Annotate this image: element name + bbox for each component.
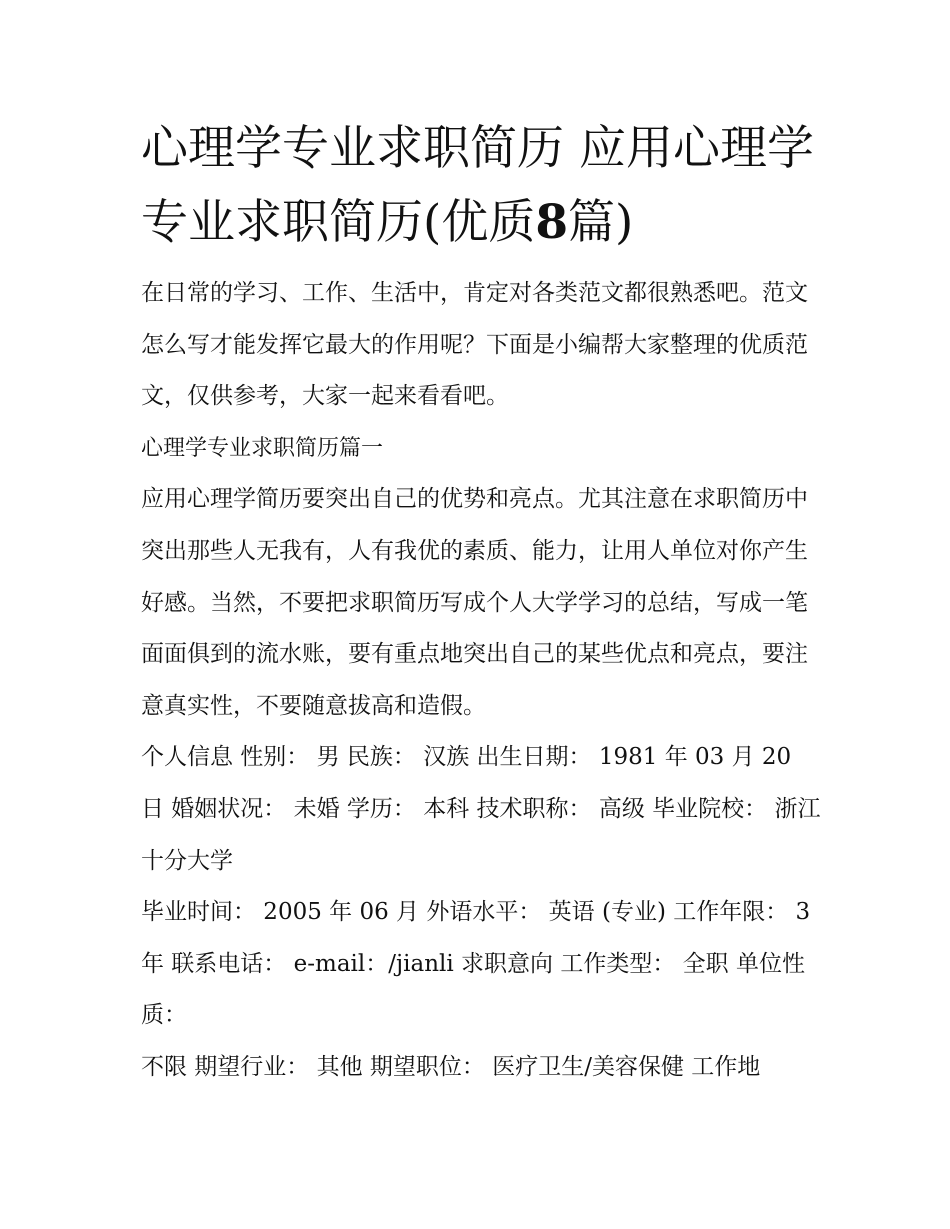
document-title — [141, 112, 821, 260]
job-intent-paragraph: 不限 期望行业： 其他 期望职位： 医疗卫生/美容保健 工作地 — [141, 1053, 761, 1080]
advice-paragraph: 应用心理学简历要突出自己的优势和亮点。尤其注意在求职简历中突出那些人无我有，人有我优的素质、能力，让用人单位对你产生好感。当然，不要把求职简历写成个人大学学习的总结，写成一笔面面俱到的流水账，要有重点地突出自己的某些优点和亮点，要注意真实性，不要随意拔高和造假。 — [141, 486, 808, 719]
document-body — [141, 260, 821, 1094]
document-content — [141, 112, 821, 1094]
title-suffix: 篇) — [568, 195, 634, 250]
personal-info-paragraph: 个人信息 性别： 男 民族： 汉族 出生日期： 1981 年 03 月 20 日 婚姻状况： 未婚 学历： 本科 技术职称： 高级 毕业院校： 浙江十分大学 — [141, 744, 821, 874]
section-heading: 心理学专业求职简历篇一 — [141, 435, 384, 461]
title-number: 8 — [535, 195, 569, 250]
intro-paragraph: 在日常的学习、工作、生活中，肯定对各类范文都很熟悉吧。范文怎么写才能发挥它最大的作用呢？下面是小编帮大家整理的优质范文，仅供参考，大家一起来看看吧。 — [141, 280, 808, 410]
title-text: 心理学专业求职简历 应用心理学专业求职简历(优质 — [141, 121, 814, 250]
education-contact-paragraph: 毕业时间： 2005 年 06 月 外语水平： 英语 (专业) 工作年限： 3 年 联系电话： e-mail：/jianli 求职意向 工作类型： 全职 单位性质： — [141, 899, 811, 1029]
